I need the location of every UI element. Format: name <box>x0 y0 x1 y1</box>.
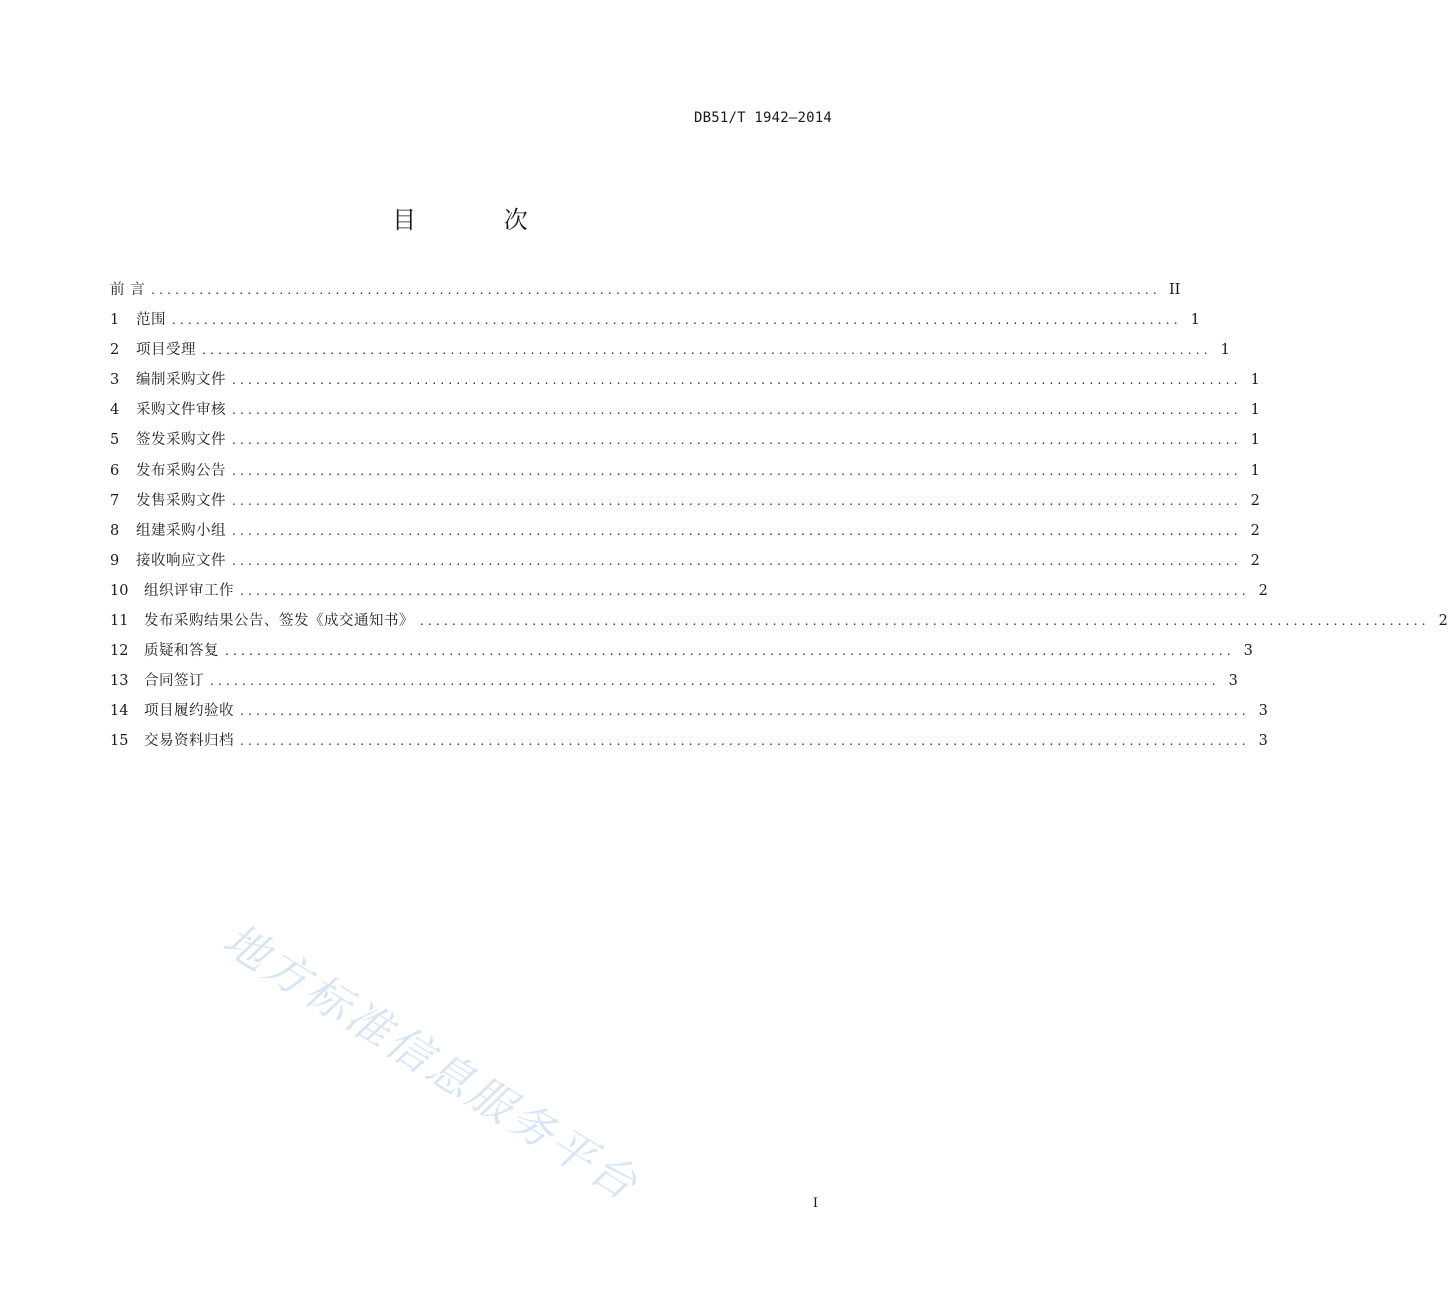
toc-number: 7 <box>110 492 120 509</box>
page-title: 目 次 <box>392 206 568 234</box>
toc-number: 11 <box>110 613 129 630</box>
toc-page-number: 1 <box>1250 462 1260 479</box>
toc-page-number: II <box>1168 282 1181 298</box>
toc-leader: .............................................................................................................................. <box>232 493 1242 508</box>
toc-row[interactable] <box>110 489 1260 519</box>
toc-row[interactable] <box>110 459 1260 489</box>
toc-label: 发布采购公告 <box>136 462 226 479</box>
toc-number: 1 <box>110 312 120 329</box>
toc-leader: .............................................................................................................................. <box>202 343 1212 358</box>
toc-label: 发布采购结果公告、签发《成交通知书》 <box>144 613 414 630</box>
toc-leader: .............................................................................................................................. <box>172 313 1182 328</box>
toc-number: 10 <box>110 582 129 599</box>
toc-page-number: 3 <box>1258 703 1268 720</box>
toc-number: 14 <box>110 703 129 720</box>
toc-leader: .............................................................................................................................. <box>420 614 1430 629</box>
toc-row[interactable] <box>110 609 1448 639</box>
page-number: I <box>812 1196 818 1211</box>
toc-page-number: 1 <box>1250 372 1260 389</box>
toc-page-number: 2 <box>1438 613 1448 630</box>
toc-page-number: 2 <box>1258 582 1268 599</box>
toc-row[interactable] <box>110 549 1260 579</box>
toc-row[interactable] <box>110 519 1260 549</box>
toc-number: 15 <box>110 733 129 750</box>
toc-row[interactable] <box>110 639 1253 669</box>
toc-page-number: 3 <box>1258 733 1268 750</box>
toc-page-number: 3 <box>1243 643 1253 660</box>
toc-number: 4 <box>110 402 120 419</box>
toc-row[interactable] <box>110 729 1268 759</box>
toc-label: 质疑和答复 <box>144 643 219 660</box>
toc-number: 9 <box>110 552 120 569</box>
toc-label: 交易资料归档 <box>144 733 234 750</box>
toc-leader: .............................................................................................................................. <box>240 583 1250 598</box>
toc-number: 2 <box>110 342 120 359</box>
toc-label: 范围 <box>136 312 166 329</box>
toc-row[interactable] <box>110 308 1200 338</box>
toc-label: 组建采购小组 <box>136 522 226 539</box>
toc-label: 合同签订 <box>144 673 204 690</box>
toc-page-number: 1 <box>1250 432 1260 449</box>
toc-leader: .............................................................................................................................. <box>232 403 1242 418</box>
toc-number: 8 <box>110 522 120 539</box>
toc-leader: .............................................................................................................................. <box>240 704 1250 719</box>
toc-label: 前 言 <box>110 282 146 298</box>
watermark: 地方标准信息服务平台 <box>214 914 649 1212</box>
toc-leader: .............................................................................................................................. <box>232 463 1242 478</box>
toc-page-number: 1 <box>1250 402 1260 419</box>
toc-page-number: 3 <box>1228 673 1238 690</box>
toc-number: 5 <box>110 432 120 449</box>
toc-leader: .............................................................................................................................. <box>232 433 1242 448</box>
toc-row[interactable] <box>110 278 1181 308</box>
toc-leader: .............................................................................................................................. <box>210 674 1220 689</box>
toc-label: 项目受理 <box>136 342 196 359</box>
toc-leader: .............................................................................................................................. <box>151 283 1161 297</box>
table-of-contents <box>110 278 1448 760</box>
toc-row[interactable] <box>110 398 1260 428</box>
toc-row[interactable] <box>110 669 1238 699</box>
toc-page-number: 1 <box>1220 342 1230 359</box>
toc-number: 12 <box>110 643 129 660</box>
document-code: DB51/T 1942—2014 <box>693 110 832 126</box>
toc-label: 项目履约验收 <box>144 703 234 720</box>
toc-page-number: 1 <box>1190 312 1200 329</box>
toc-label: 采购文件审核 <box>136 402 226 419</box>
toc-page-number: 2 <box>1250 522 1260 539</box>
toc-row[interactable] <box>110 428 1260 458</box>
toc-leader: .............................................................................................................................. <box>232 553 1242 568</box>
toc-number: 3 <box>110 372 120 389</box>
toc-label: 组织评审工作 <box>144 582 234 599</box>
toc-label: 接收响应文件 <box>136 552 226 569</box>
toc-leader: .............................................................................................................................. <box>225 644 1235 659</box>
toc-page-number: 2 <box>1250 492 1260 509</box>
toc-label: 发售采购文件 <box>136 492 226 509</box>
toc-leader: .............................................................................................................................. <box>240 734 1250 749</box>
toc-label: 签发采购文件 <box>136 432 226 449</box>
toc-leader: .............................................................................................................................. <box>232 373 1242 388</box>
toc-leader: .............................................................................................................................. <box>232 523 1242 538</box>
toc-label: 编制采购文件 <box>136 372 226 389</box>
toc-row[interactable] <box>110 338 1230 368</box>
toc-row[interactable] <box>110 699 1268 729</box>
toc-page-number: 2 <box>1250 552 1260 569</box>
toc-row[interactable] <box>110 579 1268 609</box>
toc-row[interactable] <box>110 368 1260 398</box>
toc-number: 6 <box>110 462 120 479</box>
toc-number: 13 <box>110 673 129 690</box>
